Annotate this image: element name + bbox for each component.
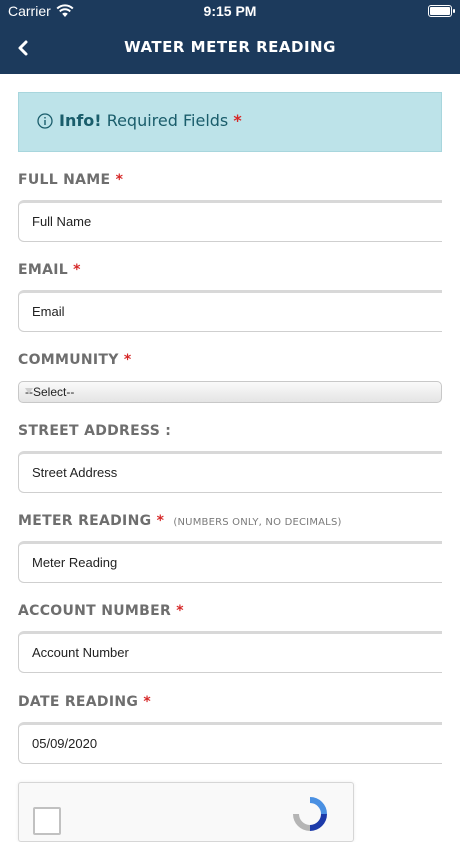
nav-bar [0,24,460,74]
required-star: * [115,172,124,188]
recaptcha-checkbox[interactable] [33,807,61,835]
required-star: * [176,603,184,619]
info-circle-icon [37,113,53,129]
street-address-label [18,423,171,439]
meter-reading-placeholder: Meter Reading [32,555,118,570]
street-address-label-text: STREET ADDRESS : [18,423,172,439]
email-label [18,262,81,278]
community-select[interactable] [18,381,442,403]
community-label [18,352,132,368]
meter-reading-label [18,513,342,529]
info-message: Required Fields [106,111,229,130]
street-address-input[interactable] [18,451,442,493]
email-label-text: EMAIL [18,262,68,278]
clock: 9:15 PM [203,3,257,19]
required-star: * [156,513,165,529]
street-address-placeholder: Street Address [32,465,118,480]
full-name-label [18,172,123,188]
email-placeholder: Email [32,304,65,319]
full-name-input[interactable] [18,200,442,242]
required-star: * [233,111,242,130]
account-number-placeholder: Account Number [32,645,129,660]
community-selected-value: --Select-- [25,385,75,399]
community-label-text: COMMUNITY [18,352,119,368]
date-reading-label [18,694,151,710]
required-star: * [123,352,132,368]
carrier-label: Carrier [8,3,51,19]
account-number-label-text: ACCOUNT NUMBER [18,603,172,619]
recaptcha-widget [18,782,354,842]
date-reading-value: 05/09/2020 [32,736,98,751]
info-alert [18,92,442,152]
meter-reading-input[interactable] [18,541,442,583]
info-text [59,111,242,130]
info-strong: Info! [59,111,102,130]
recaptcha-logo-icon [291,795,329,833]
meter-reading-label-text: METER READING [18,513,152,529]
battery-icon [428,5,452,17]
email-input[interactable] [18,290,442,332]
required-star: * [143,694,151,710]
required-star: * [73,262,81,278]
full-name-label-text: FULL NAME [18,172,111,188]
full-name-placeholder: Full Name [32,214,92,229]
status-bar [0,0,460,24]
account-number-input[interactable] [18,631,442,673]
date-reading-input[interactable] [18,722,442,764]
page-title: WATER METER READING [124,38,336,56]
account-number-label [18,603,184,619]
meter-reading-hint: (NUMBERS ONLY, NO DECIMALS) [173,517,342,528]
select-arrow-icon [25,388,33,394]
date-reading-label-text: DATE READING [18,694,139,710]
